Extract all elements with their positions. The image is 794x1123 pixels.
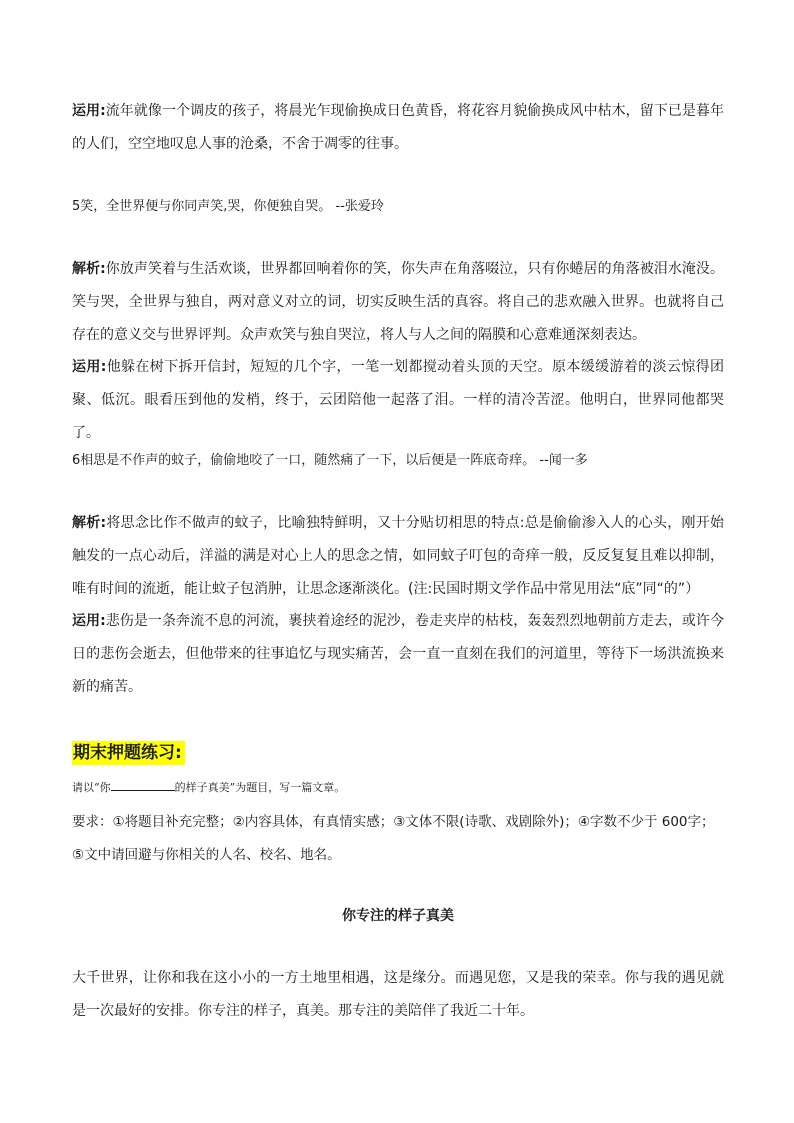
yunyong-text: 流年就像一个调皮的孩子，将晨光乍现偷换成日色黄昏，将花容月貌偷换成风中枯木，留下已是暮年的人们，空空地叹息人事的沧桑，不舍于凋零的往事。 (72, 103, 724, 152)
quote-6 (72, 451, 724, 471)
yunyong-label: 运用: (72, 613, 106, 629)
jiexi-text: 将思念比作不做声的蚊子，比喻独特鲜明，又十分贴切相思的特点:总是偷偷渗入人的心头，刚开始触发的一点心动后，洋溢的满是对心上人的思念之情，如同蚊子叮包的奇痒一般，反反复复且难以抑制，唯有时间的流逝，能让蚊子包消肿，让思念逐渐淡化。(注:民国时期文学作品中常见用法“底”同“的”） (72, 515, 724, 597)
yunyong-paragraph-3 (72, 605, 724, 704)
jiexi-paragraph-2 (72, 253, 724, 352)
yunyong-text: 他躲在树下拆开信封，短短的几个字，一笔一划都搅动着头顶的天空。原本缓缓游着的淡云惊得团聚、低沉。眼看压到他的发梢，终于，云团陪他一起落了泪。一样的清冷苦涩。他明白，世界同他都哭了。 (72, 359, 724, 441)
essay-paragraph-1-text: 大千世界，让你和我在这小小的一方土地里相遇，这是缘分。而遇见您，又是我的荣幸。你与我的遇见就是一次最好的安排。你专注的样子，真美。那专注的美陪伴了我近二十年。 (72, 970, 724, 1019)
yunyong-paragraph-2 (72, 351, 724, 450)
essay-title-text: 你专注的样子真美 (342, 908, 454, 924)
yunyong-text: 悲伤是一条奔流不息的河流，裹挟着途经的泥沙，卷走夹岸的枯枝，轰轰烈烈地朝前方走去，或许今日的悲伤会逝去，但他带来的往事追忆与现实痛苦，会一直一直刻在我们的河道里，等待下一场洪流换来新的痛苦。 (72, 613, 724, 695)
jiexi-text: 你放声笑着与生活欢谈，世界都回响着你的笑，你失声在角落啜泣，只有你蜷居的角落被泪水淹没。笑与哭，全世界与独自，两对意义对立的词，切实反映生活的真容。将自己的悲欢融入世界。也就将自己存在的意义交与世界评判。众声欢笑与独自哭泣，将人与人之间的隔膜和心意难通深刻表达。 (72, 261, 724, 343)
yunyong-paragraph-1 (72, 95, 724, 161)
analysis-block-2 (72, 253, 724, 450)
quote-5 (72, 197, 724, 217)
jiexi-label: 解析: (72, 261, 106, 277)
yunyong-label: 运用: (72, 103, 106, 119)
jiexi-paragraph-3 (72, 507, 724, 606)
yunyong-label: 运用: (72, 359, 107, 375)
quote-6-text: 6相思是不作声的蚊子，偷偷地咬了一口，随然痛了一下，以后便是一阵底奇痒。 --闻一多 (72, 453, 588, 468)
exercise-requirements (72, 806, 724, 872)
essay-title (72, 906, 724, 926)
essay-paragraph-1 (72, 962, 724, 1028)
exercise-heading (72, 741, 185, 765)
prompt-before: 请以“你 (72, 781, 111, 794)
requirements-text: 要求：①将题目补充完整；②内容具体，有真情实感；③文体不限(诗歌、戏剧除外)；④字数不少于 600字；⑤文中请回避与你相关的人名、校名、地名。 (72, 814, 715, 863)
exercise-heading-text: 期末押题练习: (72, 741, 185, 765)
fill-in-blank (111, 779, 175, 791)
quote-5-text: 5笑，全世界便与你同声笑,哭，你便独自哭。 --张爱玲 (72, 199, 384, 214)
jiexi-label: 解析: (72, 515, 107, 531)
exercise-prompt (72, 779, 724, 796)
analysis-block-3 (72, 507, 724, 704)
prompt-after: 的样子真美”为题目，写一篇文章。 (174, 781, 346, 794)
